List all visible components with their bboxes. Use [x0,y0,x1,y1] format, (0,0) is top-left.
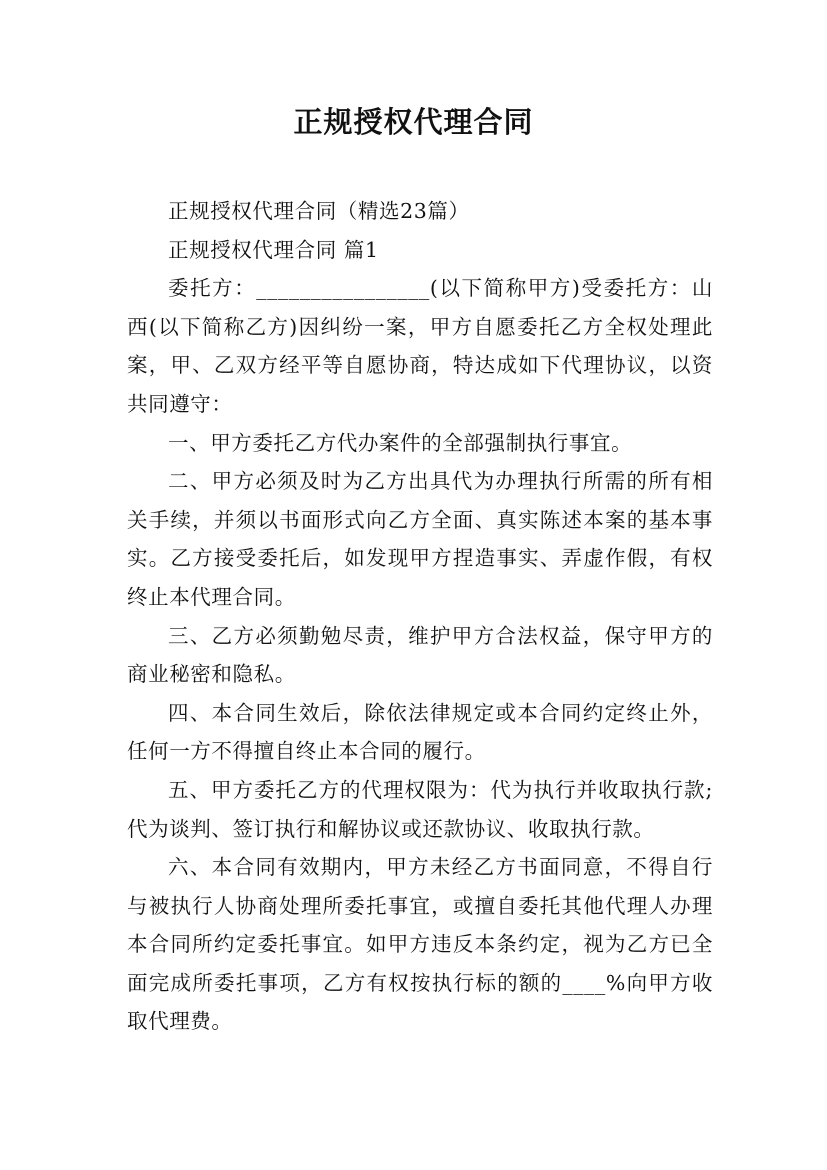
paragraph-clause-4: 四、本合同生效后，除依法律规定或本合同约定终止外，任何一方不得擅自终止本合同的履行。 [127,700,713,764]
paragraph-clause-6: 六、本合同有效期内，甲方未经乙方书面同意，不得自行与被执行人协商处理所委托事宜，或擅自委托其他代理人办理本合同所约定委托事宜。如甲方违反本条约定，视为乙方已全面完成所委托事项，乙方有权按执行标的额的____%向甲方收取代理费。 [127,855,713,1034]
paragraph-parties: 委托方：________________(以下简称甲方)受委托方：山西(以下简称乙方)因纠纷一案，甲方自愿委托乙方全权处理此案，甲、乙双方经平等自愿协商，特达成如下代理协议，以资共同遵守： [127,276,713,416]
paragraph-clause-1: 一、甲方委托乙方代办案件的全部强制执行事宜。 [168,430,633,455]
paragraph-clause-2: 二、甲方必须及时为乙方出具代为办理执行所需的所有相关手续，并须以书面形式向乙方全面、真实陈述本案的基本事实。乙方接受委托后，如发现甲方捏造事实、弄虚作假，有权终止本代理合同。 [127,469,713,609]
document-body [127,192,713,1041]
paragraph-clause-3: 三、乙方必须勤勉尽责，维护甲方合法权益，保守甲方的商业秘密和隐私。 [127,623,713,687]
paragraph-section-heading: 正规授权代理合同 篇1 [168,237,379,262]
paragraph-subtitle: 正规授权代理合同（精选23篇） [168,199,470,223]
document-title: 正规授权代理合同 [293,105,534,139]
paragraph-clause-5: 五、甲方委托乙方的代理权限为：代为执行并收取执行款;代为谈判、签订执行和解协议或还款协议、收取执行款。 [127,777,713,841]
